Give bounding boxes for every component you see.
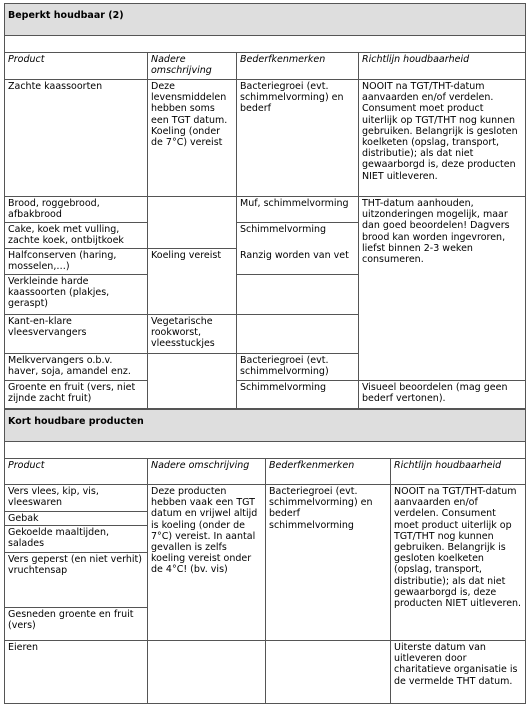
cell-guideline: NOOIT na TGT/THT-datum aanvaarden en/of verdelen. Consument moet product uiterlijk op TGT/THT nog kunnen gebruiken. Belangrijk is gesloten koelketen (opslag, transport, distributie); als dat niet gewaarborgd is, deze producten NIET uitleveren. (359, 80, 526, 197)
header-product: Product (5, 459, 148, 485)
cell-description: Deze producten hebben vaak een TGT datum en vrijwel altijd is koeling (onder de 7°C) vereist. In aantal gevallen is zelfs koeling vereist onder de 4°C! (bv. vis) (148, 485, 266, 641)
cell-spoilage: Muf, schimmelvorming (237, 197, 359, 223)
cell-spoilage: Ranzig worden van vet (237, 249, 359, 275)
cell-spoilage: Schimmelvorming (237, 381, 359, 409)
cell-description (148, 354, 237, 381)
cell-guideline: Uiterste datum van uitleveren door charitatieve organisatie is de vermelde THT datum. (391, 641, 526, 704)
cell-spoilage: Bacteriegroei (evt. schimmelvorming) en bederf (237, 80, 359, 197)
table-row (5, 485, 526, 512)
cell-product: Melkvervangers o.b.v. haver, soja, amandel enz. (5, 354, 148, 381)
cell-product: Gekoelde maaltijden, salades (5, 526, 148, 553)
cell-product: Eieren (5, 641, 148, 704)
cell-product: Brood, roggebrood, afbakbrood (5, 197, 148, 223)
cell-spoilage (237, 315, 359, 354)
cell-description: Koeling vereist (148, 249, 237, 315)
cell-description (148, 223, 237, 249)
spacer-row (5, 36, 526, 53)
cell-spoilage (266, 641, 391, 704)
cell-guideline: NOOIT na TGT/THT-datum aanvaarden en/of verdelen. Consument moet product uiterlijk op TGT/THT nog kunnen gebruiken. Belangrijk is gesloten koelketen (opslag, transport, distributie); als dat niet gewaarborgd is, deze producten NIET uitleveren. (391, 485, 526, 641)
section-header-row (5, 410, 526, 442)
cell-product: Cake, koek met vulling, zachte koek, ontbijtkoek (5, 223, 148, 249)
section-title: Kort houdbare producten (5, 410, 526, 442)
table-row (5, 197, 526, 223)
header-description: Nadere omschrijving (148, 53, 237, 80)
section-title: Beperkt houdbaar (2) (5, 4, 526, 36)
cell-spoilage: Schimmelvorming (237, 223, 359, 249)
cell-product: Gesneden groente en fruit (vers) (5, 608, 148, 641)
header-guideline: Richtlijn houdbaarheid (391, 459, 526, 485)
table-kort-houdbaar (4, 409, 526, 704)
table-beperkt-houdbaar (4, 3, 526, 409)
header-spoilage: Bederfkenmerken (237, 53, 359, 80)
cell-spoilage (237, 275, 359, 315)
cell-spoilage: Bacteriegroei (evt. schimmelvorming) (237, 354, 359, 381)
header-product: Product (5, 53, 148, 80)
section-header-row (5, 4, 526, 36)
cell-product: Gebak (5, 512, 148, 526)
column-header-row (5, 459, 526, 485)
cell-description: Vegetarische rookworst, vleesstuckjes (148, 315, 237, 354)
cell-description: Deze levensmiddelen hebben soms een TGT datum. Koeling (onder de 7°C) vereist (148, 80, 237, 197)
cell-product: Zachte kaassoorten (5, 80, 148, 197)
table-row (5, 641, 526, 704)
cell-product: Vers geperst (en niet verhit) vruchtensap (5, 553, 148, 608)
cell-description (148, 641, 266, 704)
cell-guideline: Visueel beoordelen (mag geen bederf vertonen). (359, 381, 526, 409)
spacer-row (5, 442, 526, 459)
header-description: Nadere omschrijving (148, 459, 266, 485)
table-row (5, 80, 526, 197)
header-spoilage: Bederfkenmerken (266, 459, 391, 485)
cell-product: Halfconserven (haring, mosselen,…) (5, 249, 148, 275)
cell-product: Groente en fruit (vers, niet zijnde zacht fruit) (5, 381, 148, 409)
header-guideline: Richtlijn houdbaarheid (359, 53, 526, 80)
cell-product: Verkleinde harde kaassoorten (plakjes, geraspt) (5, 275, 148, 315)
cell-description (148, 381, 237, 409)
cell-product: Vers vlees, kip, vis, vleeswaren (5, 485, 148, 512)
cell-description (148, 197, 237, 223)
cell-guideline: THT-datum aanhouden, uitzonderingen mogelijk, maar dan goed beoordelen! Dagvers brood kan worden ingevroren, liefst binnen 2-3 weken consumeren. (359, 197, 526, 381)
column-header-row (5, 53, 526, 80)
cell-product: Kant-en-klare vleesvervangers (5, 315, 148, 354)
cell-spoilage: Bacteriegroei (evt. schimmelvorming) en bederf schimmelvorming (266, 485, 391, 641)
table-row (5, 381, 526, 409)
